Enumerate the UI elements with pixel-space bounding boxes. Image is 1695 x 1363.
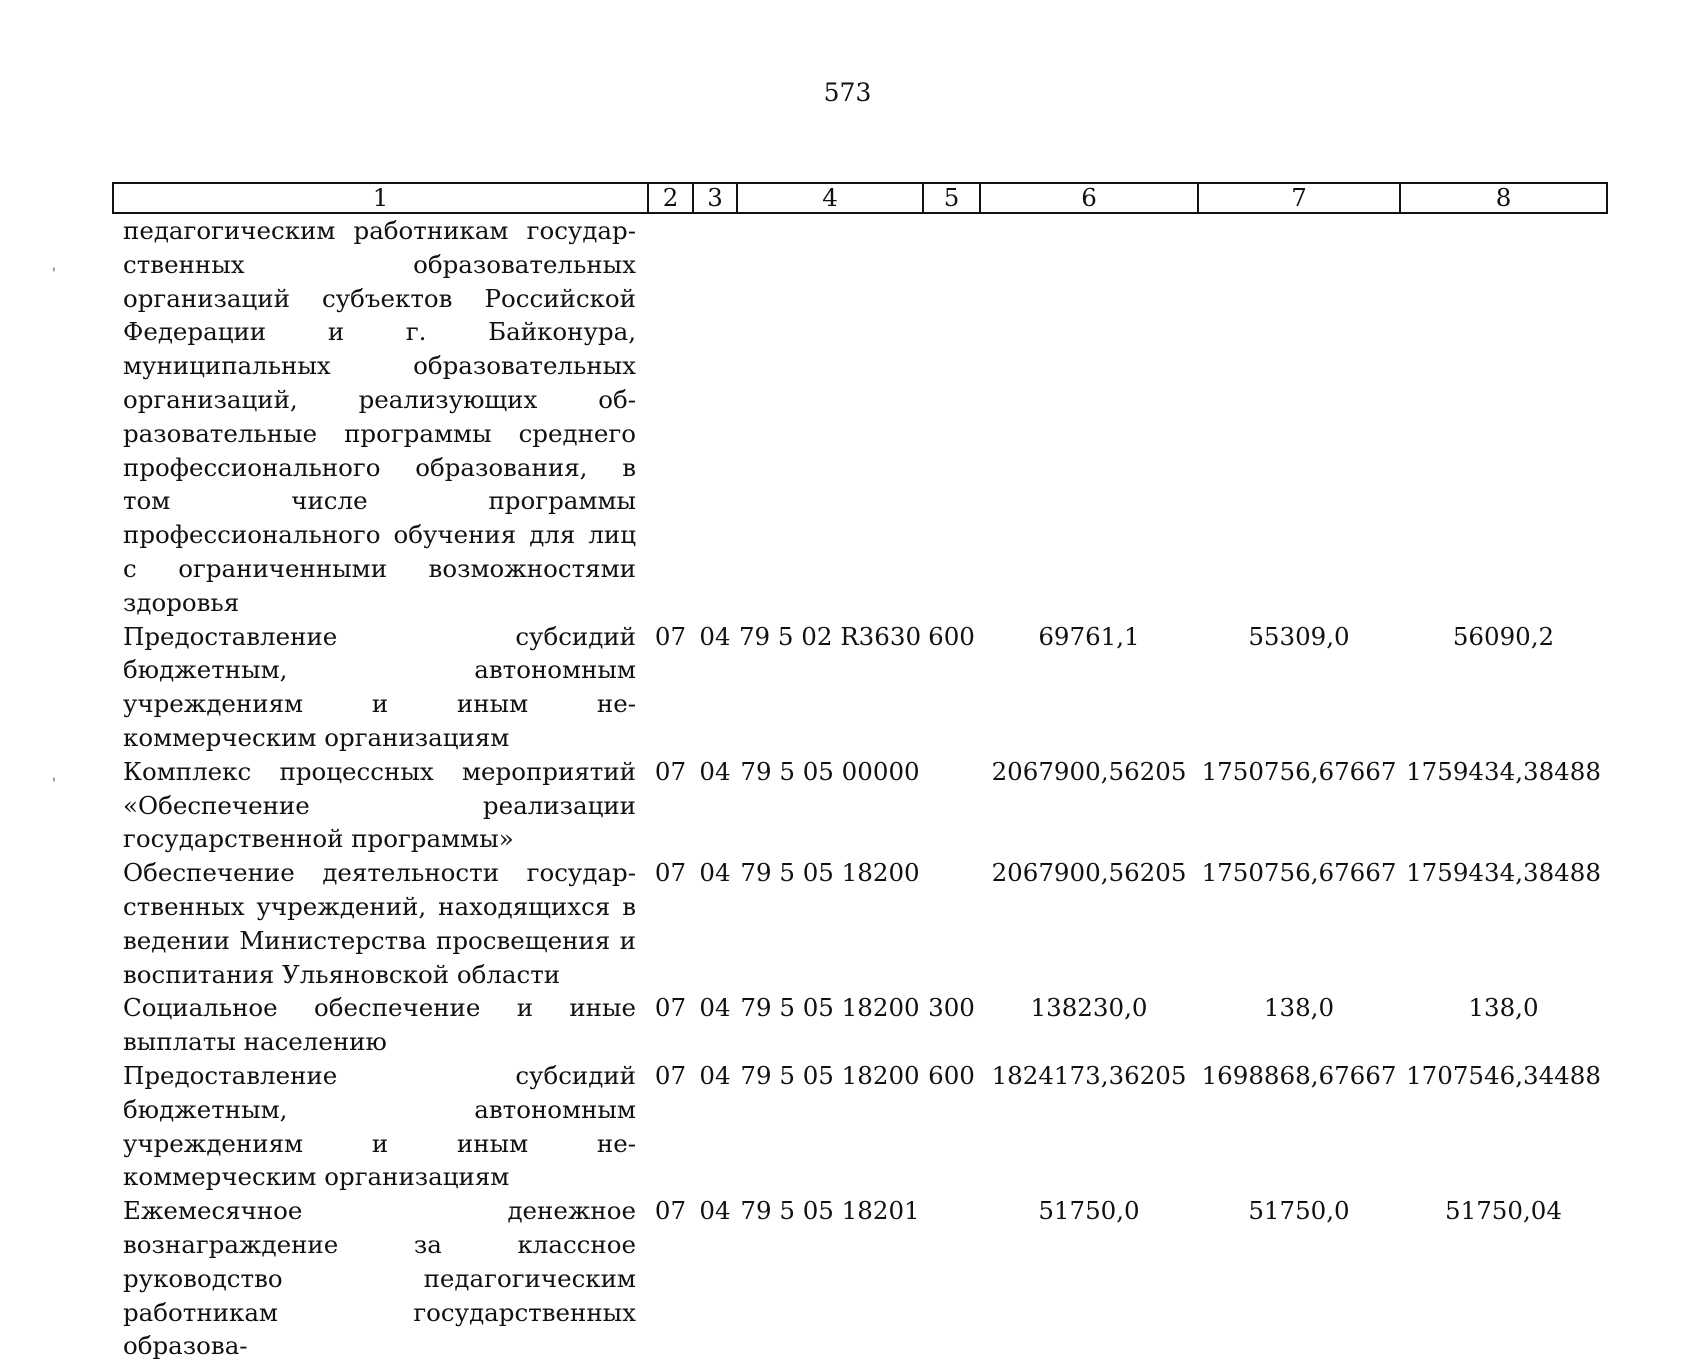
cell-subsection-code: 04 <box>699 993 731 1023</box>
cell-amount-2024: 69761,1 <box>1038 621 1140 651</box>
cell-section-code <box>648 213 693 620</box>
column-header-2: 2 <box>648 183 693 213</box>
cell-subsection-code: 04 <box>699 756 731 786</box>
cell-item-name: Обеспечение деятельности государственных учреждений, находящихся в ведении Министерства просвещения и воспитания Ульяновской области <box>123 858 636 989</box>
cell-target-article: 79 5 05 18200 <box>740 993 920 1023</box>
cell-subsection-code: 04 <box>699 621 731 651</box>
page-number: 573 <box>823 78 872 107</box>
cell-target-article: 79 5 05 00000 <box>740 756 920 786</box>
cell-amount-2026: 1707546,34488 <box>1406 1060 1601 1090</box>
column-header-6: 6 <box>980 183 1198 213</box>
cell-expense-type <box>923 755 980 856</box>
cell-section-code: 07 <box>654 621 687 651</box>
cell-amount-2024: 1824173,36205 <box>991 1060 1187 1090</box>
column-header-5: 5 <box>923 183 980 213</box>
table-row <box>113 1059 1607 1194</box>
cell-item-name: педагогическим работникам государственных образовательных организаций субъектов Российской Федерации и г. Байконура, муниципальных образовательных организаций, реализующих образовательные программы среднего профессионального образования, в том числе программы профессионального обучения для лиц с ограниченными возможностями здоровья <box>123 216 636 617</box>
column-header-4: 4 <box>737 183 923 213</box>
cell-section-code: 07 <box>654 993 687 1023</box>
cell-section-code: 07 <box>654 1060 687 1090</box>
cell-target-article: 79 5 05 18200 <box>740 858 920 888</box>
cell-amount-2024: 2067900,56205 <box>991 858 1187 888</box>
table-body <box>113 213 1607 1363</box>
cell-amount-2025: 1750756,67667 <box>1201 858 1397 888</box>
column-header-8: 8 <box>1400 183 1607 213</box>
cell-amount-2024 <box>980 213 1198 620</box>
cell-amount-2024: 51750,0 <box>1038 1196 1140 1226</box>
cell-amount-2024: 2067900,56205 <box>991 756 1187 786</box>
cell-amount-2025: 51750,0 <box>1248 1196 1350 1226</box>
cell-subsection-code: 04 <box>699 1060 731 1090</box>
cell-subsection-code <box>693 213 737 620</box>
cell-amount-2025: 1698868,67667 <box>1201 1060 1397 1090</box>
column-header-1: 1 <box>113 183 648 213</box>
cell-amount-2025: 138,0 <box>1263 993 1335 1023</box>
column-header-3: 3 <box>693 183 737 213</box>
cell-section-code: 07 <box>654 756 687 786</box>
cell-amount-2025: 1750756,67667 <box>1201 756 1397 786</box>
cell-target-article: 79 5 02 R3630 <box>738 621 922 651</box>
cell-item-name: Комплекс процессных мероприятий «Обеспечение реализации государственной программы» <box>123 756 636 854</box>
table-header <box>113 183 1607 213</box>
cell-section-code: 07 <box>654 1196 687 1226</box>
cell-amount-2026: 1759434,38488 <box>1406 756 1601 786</box>
cell-target-article: 79 5 05 18200 <box>740 1060 920 1090</box>
table-row <box>113 991 1607 1059</box>
cell-amount-2025 <box>1198 213 1400 620</box>
cell-item-name: Предоставление субсидий бюджетным, автономным учреждениям и иным некоммерческим организациям <box>123 621 636 752</box>
cell-expense-type <box>923 856 980 991</box>
cell-amount-2026: 56090,2 <box>1452 621 1555 651</box>
table-row <box>113 856 1607 991</box>
cell-expense-type: 600 <box>928 1060 975 1090</box>
cell-amount-2026: 51750,04 <box>1445 1196 1562 1226</box>
cell-amount-2026: 1759434,38488 <box>1406 858 1601 888</box>
cell-expense-type: 600 <box>928 621 975 651</box>
cell-subsection-code: 04 <box>699 858 731 888</box>
scan-speck: ' <box>52 776 56 792</box>
cell-amount-2026 <box>1400 213 1607 620</box>
cell-expense-type: 300 <box>928 993 975 1023</box>
cell-amount-2024: 138230,0 <box>1030 993 1148 1023</box>
budget-table <box>112 182 1608 1363</box>
scan-speck: ' <box>52 266 56 282</box>
cell-section-code: 07 <box>654 858 687 888</box>
cell-item-name: Предоставление субсидий бюджетным, автономным учреждениям и иным некоммерческим организациям <box>123 1060 636 1192</box>
cell-target-article: 79 5 05 18201 <box>740 1196 920 1226</box>
cell-target-article <box>737 213 923 620</box>
cell-amount-2026: 138,0 <box>1468 993 1539 1023</box>
table-row <box>113 213 1607 620</box>
table-row <box>113 1194 1607 1363</box>
cell-amount-2025: 55309,0 <box>1248 621 1350 651</box>
cell-expense-type <box>923 213 980 620</box>
cell-subsection-code: 04 <box>699 1196 731 1226</box>
cell-expense-type <box>923 1194 980 1363</box>
cell-item-name: Ежемесячное денежное вознаграждение за классное руководство педагогическим работникам государственных образова- <box>123 1196 636 1361</box>
column-header-7: 7 <box>1198 183 1400 213</box>
header-row <box>113 183 1607 213</box>
table-row <box>113 755 1607 856</box>
table-row <box>113 620 1607 755</box>
cell-item-name: Социальное обеспечение и иные выплаты населению <box>123 993 636 1057</box>
